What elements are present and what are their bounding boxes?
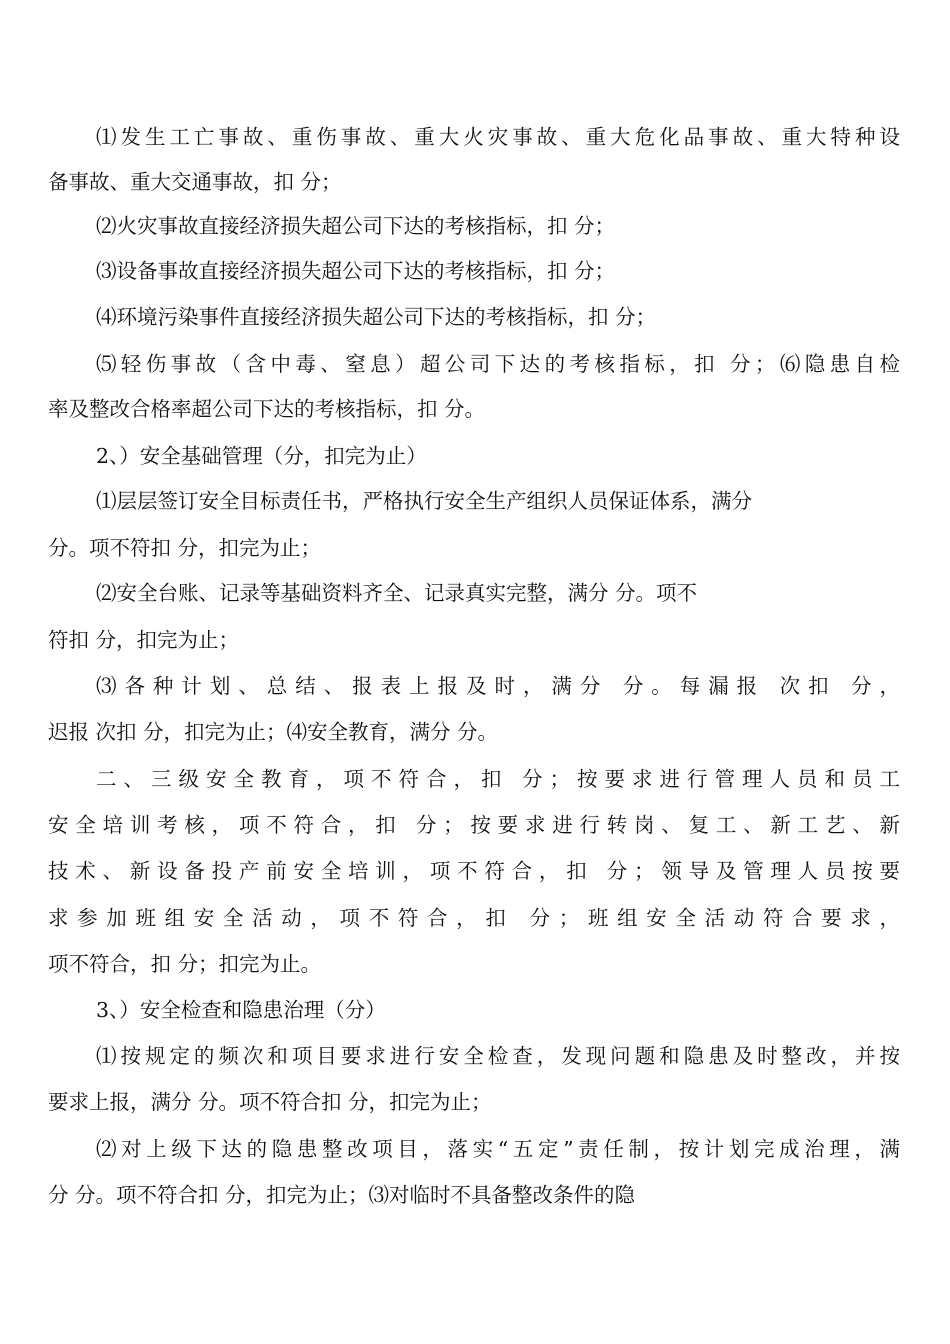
text-line: 项不符合，扣 分；扣完为止。 xyxy=(48,952,322,976)
text-line: 安全培训考核，项不符合，扣 分；按要求进行转岗、复工、新工艺、新 xyxy=(48,813,900,837)
text-line: 率及整改合格率超公司下达的考核指标，扣 分。 xyxy=(48,397,486,421)
text-line: ⑵火灾事故直接经济损失超公司下达的考核指标，扣 分； xyxy=(96,214,616,238)
section-heading: 3、）安全检查和隐患治理（分） xyxy=(96,998,386,1022)
text-line: 二、三级安全教育，项不符合，扣 分；按要求进行管理人员和员工 xyxy=(96,767,900,791)
text-line: 迟报 次扣 分，扣完为止；⑷安全教育，满分 分。 xyxy=(48,720,499,744)
text-line: ⑶设备事故直接经济损失超公司下达的考核指标，扣 分； xyxy=(96,259,616,283)
text-line: ⑷环境污染事件直接经济损失超公司下达的考核指标，扣 分； xyxy=(96,305,657,329)
section-heading: 2、）安全基础管理（分，扣完为止） xyxy=(96,444,427,468)
text-line: 分。项不符扣 分，扣完为止； xyxy=(48,536,322,560)
text-line: ⑸轻伤事故（含中毒、窒息）超公司下达的考核指标，扣 分；⑹隐患自检 xyxy=(96,352,900,376)
text-line: ⑵安全台账、记录等基础资料齐全、记录真实完整，满分 分。项不 xyxy=(96,581,698,605)
text-line: 符扣 分，扣完为止； xyxy=(48,628,240,652)
text-line: ⑴发生工亡事故、重伤事故、重大火灾事故、重大危化品事故、重大特种设 xyxy=(96,125,900,149)
text-line: ⑵对上级下达的隐患整改项目，落实“五定”责任制，按计划完成治理，满 xyxy=(96,1137,900,1161)
text-line: ⑴层层签订安全目标责任书，严格执行安全生产组织人员保证体系，满分 xyxy=(96,489,752,513)
text-line: 求参加班组安全活动，项不符合，扣 分；班组安全活动符合要求， xyxy=(48,906,900,930)
text-line: 备事故、重大交通事故，扣 分； xyxy=(48,170,342,194)
text-line: ⑴按规定的频次和项目要求进行安全检查，发现问题和隐患及时整改，并按 xyxy=(96,1044,900,1068)
text-line: 要求上报，满分 分。项不符合扣 分，扣完为止； xyxy=(48,1090,492,1114)
text-line: 分 分。项不符合扣 分，扣完为止；⑶对临时不具备整改条件的隐 xyxy=(48,1183,636,1207)
text-line: 技术、新设备投产前安全培训，项不符合，扣 分；领导及管理人员按要 xyxy=(48,859,900,883)
text-line: ⑶各种计划、总结、报表上报及时，满分 分。每漏报 次扣 分， xyxy=(96,674,900,698)
